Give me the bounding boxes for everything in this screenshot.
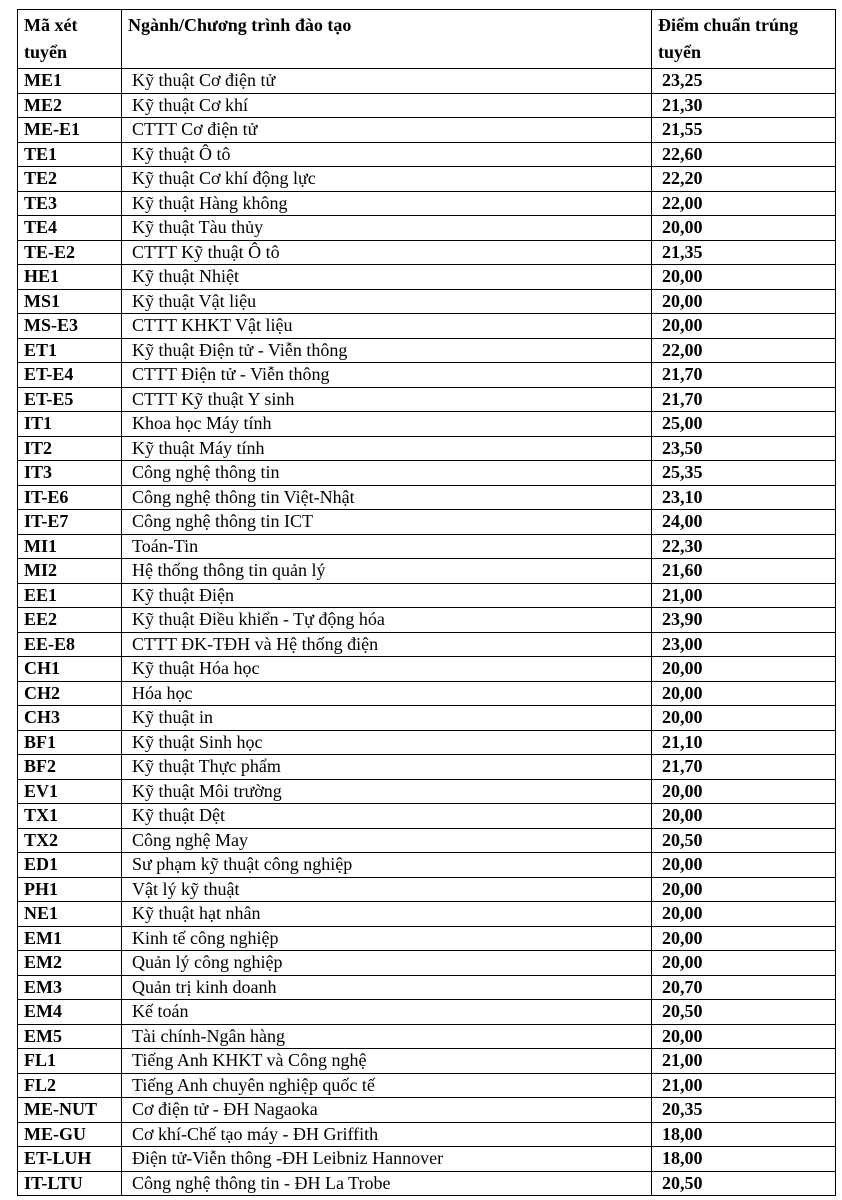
row-score: 20,00	[652, 216, 836, 241]
row-program: Cơ khí-Chế tạo máy - ĐH Griffith	[122, 1122, 652, 1147]
row-code: TE3	[18, 191, 122, 216]
row-program: Sư phạm kỹ thuật công nghiệp	[122, 853, 652, 878]
row-code: ME-GU	[18, 1122, 122, 1147]
row-program: Công nghệ thông tin	[122, 461, 652, 486]
row-program: CTTT ĐK-TĐH và Hệ thống điện	[122, 632, 652, 657]
row-program: Tiếng Anh chuyên nghiệp quốc tế	[122, 1073, 652, 1098]
row-score: 20,00	[652, 804, 836, 829]
row-score: 23,25	[652, 69, 836, 94]
row-score: 20,35	[652, 1098, 836, 1123]
row-code: NE1	[18, 902, 122, 927]
row-score: 20,00	[652, 779, 836, 804]
table-row	[18, 338, 836, 363]
header-row	[18, 10, 836, 69]
row-score: 20,00	[652, 657, 836, 682]
table-row	[18, 1024, 836, 1049]
row-code: IT-LTU	[18, 1171, 122, 1196]
row-code: EE1	[18, 583, 122, 608]
row-score: 22,30	[652, 534, 836, 559]
row-program: Cơ điện tử - ĐH Nagaoka	[122, 1098, 652, 1123]
row-score: 20,00	[652, 1024, 836, 1049]
row-code: EE-E8	[18, 632, 122, 657]
row-program: CTTT KHKT Vật liệu	[122, 314, 652, 339]
table-row	[18, 265, 836, 290]
row-score: 23,00	[652, 632, 836, 657]
row-program: CTTT Cơ điện tử	[122, 118, 652, 143]
row-code: MS1	[18, 289, 122, 314]
row-program: Kỹ thuật Thực phẩm	[122, 755, 652, 780]
row-score: 20,00	[652, 902, 836, 927]
row-code: MI2	[18, 559, 122, 584]
table-row	[18, 191, 836, 216]
row-program: Kỹ thuật Dệt	[122, 804, 652, 829]
row-program: CTTT Kỹ thuật Y sinh	[122, 387, 652, 412]
row-code: TE-E2	[18, 240, 122, 265]
header-code: Mã xét tuyển	[18, 10, 122, 69]
table-row	[18, 608, 836, 633]
row-score: 25,00	[652, 412, 836, 437]
table-row	[18, 951, 836, 976]
table-row	[18, 804, 836, 829]
table-row	[18, 926, 836, 951]
table-row	[18, 461, 836, 486]
row-score: 21,00	[652, 1049, 836, 1074]
row-score: 23,10	[652, 485, 836, 510]
row-program: Kỹ thuật Môi trường	[122, 779, 652, 804]
table-row	[18, 632, 836, 657]
row-program: CTTT Kỹ thuật Ô tô	[122, 240, 652, 265]
row-score: 20,00	[652, 706, 836, 731]
row-score: 21,30	[652, 93, 836, 118]
row-score: 20,70	[652, 975, 836, 1000]
row-score: 18,00	[652, 1122, 836, 1147]
row-program: Kỹ thuật Ô tô	[122, 142, 652, 167]
row-code: TE2	[18, 167, 122, 192]
row-code: IT-E7	[18, 510, 122, 535]
table-row	[18, 681, 836, 706]
row-program: Tài chính-Ngân hàng	[122, 1024, 652, 1049]
row-code: IT-E6	[18, 485, 122, 510]
row-score: 20,00	[652, 314, 836, 339]
row-score: 20,00	[652, 951, 836, 976]
row-code: ME-E1	[18, 118, 122, 143]
admission-score-table	[17, 9, 836, 1196]
row-program: Công nghệ May	[122, 828, 652, 853]
row-score: 22,00	[652, 191, 836, 216]
table-row	[18, 1073, 836, 1098]
row-program: Hóa học	[122, 681, 652, 706]
row-score: 21,55	[652, 118, 836, 143]
table-row	[18, 853, 836, 878]
row-score: 22,20	[652, 167, 836, 192]
row-code: IT1	[18, 412, 122, 437]
row-code: EM3	[18, 975, 122, 1000]
row-score: 23,90	[652, 608, 836, 633]
row-code: ME2	[18, 93, 122, 118]
row-code: TX2	[18, 828, 122, 853]
row-program: Quản lý công nghiệp	[122, 951, 652, 976]
row-program: Công nghệ thông tin Việt-Nhật	[122, 485, 652, 510]
row-code: BF1	[18, 730, 122, 755]
row-score: 21,70	[652, 387, 836, 412]
row-score: 20,00	[652, 926, 836, 951]
row-program: Toán-Tin	[122, 534, 652, 559]
table-header	[18, 10, 836, 69]
row-program: Kỹ thuật Cơ khí động lực	[122, 167, 652, 192]
table-row	[18, 877, 836, 902]
row-score: 20,00	[652, 853, 836, 878]
table-row	[18, 583, 836, 608]
row-code: HE1	[18, 265, 122, 290]
table-row	[18, 1147, 836, 1172]
row-score: 20,50	[652, 828, 836, 853]
table-body	[18, 69, 836, 1196]
table-row	[18, 828, 836, 853]
row-code: MS-E3	[18, 314, 122, 339]
table-row	[18, 118, 836, 143]
row-program: Kỹ thuật Cơ điện tử	[122, 69, 652, 94]
row-program: Kinh tế công nghiệp	[122, 926, 652, 951]
row-code: FL1	[18, 1049, 122, 1074]
row-program: Công nghệ thông tin ICT	[122, 510, 652, 535]
row-program: Kế toán	[122, 1000, 652, 1025]
row-code: CH3	[18, 706, 122, 731]
table-row	[18, 706, 836, 731]
row-score: 20,50	[652, 1000, 836, 1025]
table-row	[18, 93, 836, 118]
row-code: EM2	[18, 951, 122, 976]
table-row	[18, 730, 836, 755]
row-score: 21,00	[652, 583, 836, 608]
row-score: 20,00	[652, 265, 836, 290]
table-row	[18, 363, 836, 388]
row-score: 24,00	[652, 510, 836, 535]
row-code: ET1	[18, 338, 122, 363]
row-score: 21,35	[652, 240, 836, 265]
row-program: Điện tử-Viễn thông -ĐH Leibniz Hannover	[122, 1147, 652, 1172]
row-program: Vật lý kỹ thuật	[122, 877, 652, 902]
row-code: EM5	[18, 1024, 122, 1049]
row-code: EM4	[18, 1000, 122, 1025]
row-code: TE1	[18, 142, 122, 167]
table-row	[18, 559, 836, 584]
row-program: Kỹ thuật Cơ khí	[122, 93, 652, 118]
row-code: IT2	[18, 436, 122, 461]
row-program: Kỹ thuật Hóa học	[122, 657, 652, 682]
row-code: IT3	[18, 461, 122, 486]
row-program: Kỹ thuật Tàu thủy	[122, 216, 652, 241]
table-row	[18, 314, 836, 339]
row-score: 18,00	[652, 1147, 836, 1172]
row-score: 25,35	[652, 461, 836, 486]
table-row	[18, 657, 836, 682]
row-program: Kỹ thuật Máy tính	[122, 436, 652, 461]
row-score: 20,50	[652, 1171, 836, 1196]
table-row	[18, 387, 836, 412]
table-row	[18, 902, 836, 927]
row-program: Kỹ thuật Điện tử - Viễn thông	[122, 338, 652, 363]
row-score: 20,00	[652, 681, 836, 706]
row-program: Khoa học Máy tính	[122, 412, 652, 437]
row-code: ET-E5	[18, 387, 122, 412]
row-score: 21,10	[652, 730, 836, 755]
table-row	[18, 216, 836, 241]
table-row	[18, 485, 836, 510]
table-row	[18, 779, 836, 804]
row-code: BF2	[18, 755, 122, 780]
row-code: ME1	[18, 69, 122, 94]
row-score: 20,00	[652, 289, 836, 314]
row-code: PH1	[18, 877, 122, 902]
row-code: ET-E4	[18, 363, 122, 388]
table-row	[18, 510, 836, 535]
row-score: 21,60	[652, 559, 836, 584]
table-row	[18, 142, 836, 167]
row-program: Kỹ thuật Điều khiển - Tự động hóa	[122, 608, 652, 633]
table-row	[18, 240, 836, 265]
row-code: TX1	[18, 804, 122, 829]
row-score: 22,00	[652, 338, 836, 363]
table-row	[18, 1098, 836, 1123]
row-program: Quản trị kinh doanh	[122, 975, 652, 1000]
table-row	[18, 975, 836, 1000]
table-row	[18, 1122, 836, 1147]
table-row	[18, 412, 836, 437]
row-program: Kỹ thuật Nhiệt	[122, 265, 652, 290]
row-code: CH1	[18, 657, 122, 682]
row-program: CTTT Điện tử - Viễn thông	[122, 363, 652, 388]
row-score: 23,50	[652, 436, 836, 461]
row-score: 21,70	[652, 363, 836, 388]
table-row	[18, 69, 836, 94]
row-code: FL2	[18, 1073, 122, 1098]
row-program: Công nghệ thông tin - ĐH La Trobe	[122, 1171, 652, 1196]
row-program: Hệ thống thông tin quản lý	[122, 559, 652, 584]
table-row	[18, 534, 836, 559]
table-row	[18, 1000, 836, 1025]
header-score: Điểm chuẩn trúng tuyển	[652, 10, 836, 69]
table-row	[18, 1049, 836, 1074]
table-row	[18, 436, 836, 461]
row-code: ET-LUH	[18, 1147, 122, 1172]
table-row	[18, 1171, 836, 1196]
row-program: Tiếng Anh KHKT và Công nghệ	[122, 1049, 652, 1074]
table-row	[18, 167, 836, 192]
row-code: EE2	[18, 608, 122, 633]
row-code: EM1	[18, 926, 122, 951]
row-code: ED1	[18, 853, 122, 878]
row-score: 22,60	[652, 142, 836, 167]
header-program: Ngành/Chương trình đào tạo	[122, 10, 652, 69]
row-program: Kỹ thuật in	[122, 706, 652, 731]
row-program: Kỹ thuật Vật liệu	[122, 289, 652, 314]
row-score: 20,00	[652, 877, 836, 902]
row-code: ME-NUT	[18, 1098, 122, 1123]
row-program: Kỹ thuật Điện	[122, 583, 652, 608]
row-program: Kỹ thuật Hàng không	[122, 191, 652, 216]
table-row	[18, 289, 836, 314]
table-row	[18, 755, 836, 780]
row-program: Kỹ thuật Sinh học	[122, 730, 652, 755]
row-score: 21,00	[652, 1073, 836, 1098]
row-code: CH2	[18, 681, 122, 706]
row-code: EV1	[18, 779, 122, 804]
row-code: TE4	[18, 216, 122, 241]
row-code: MI1	[18, 534, 122, 559]
row-score: 21,70	[652, 755, 836, 780]
row-program: Kỹ thuật hạt nhân	[122, 902, 652, 927]
